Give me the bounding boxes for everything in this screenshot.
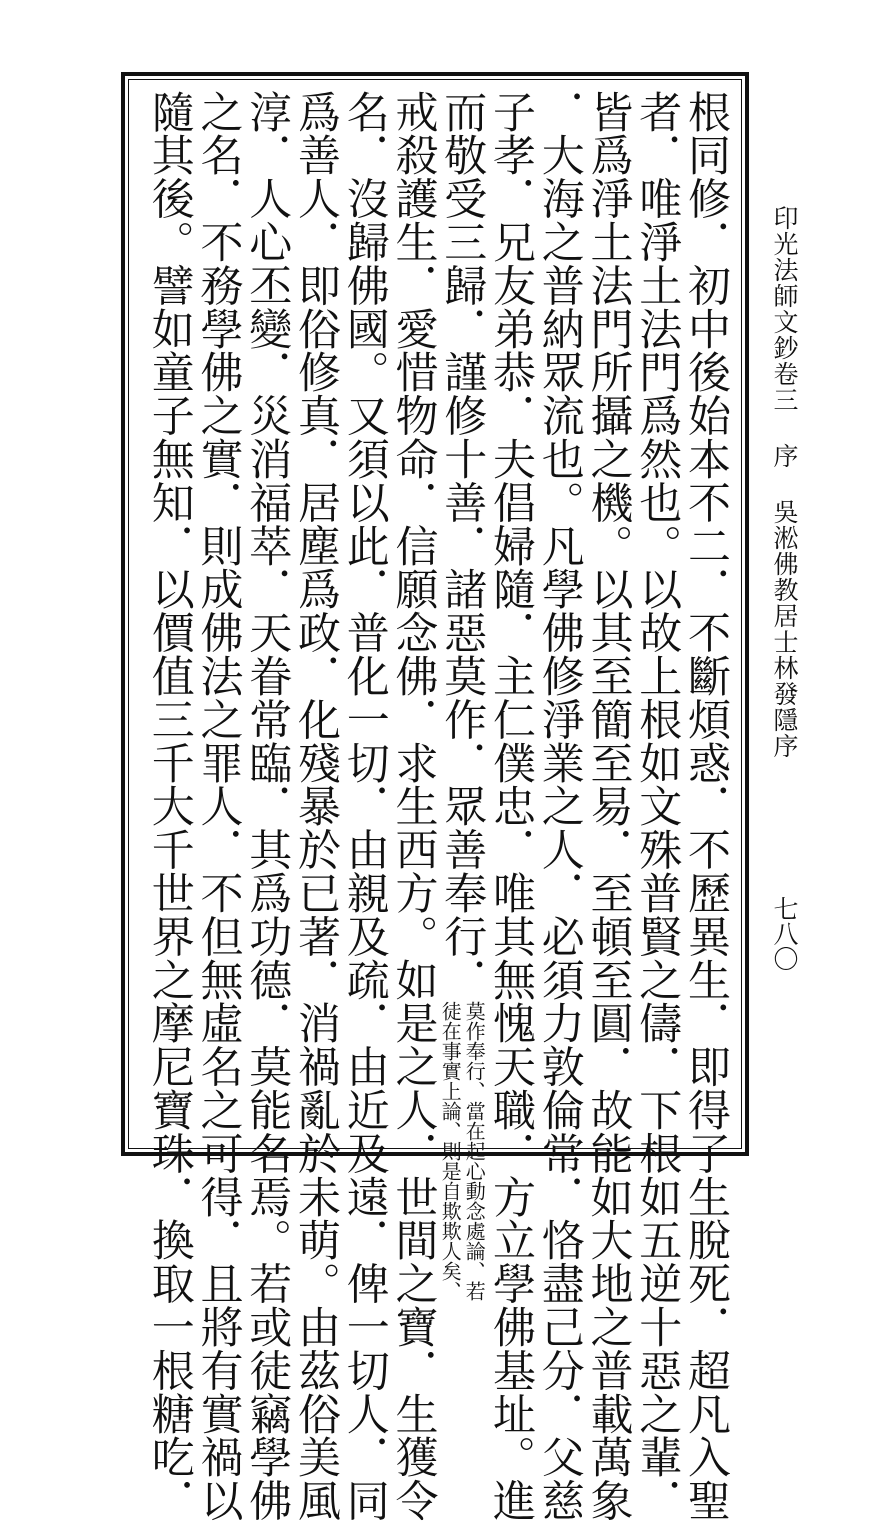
text-column-10: 淳．人心丕變．災消福萃．天眷常臨．其爲功德．莫能名焉。若或徒竊學佛 (242, 90, 293, 1522)
text-column-7: 戒殺護生．愛惜物命．信願念佛．求生西方。如是之人．世間之寶．生獲令 (388, 90, 439, 1522)
book-title: 印光法師文鈔卷三 (770, 205, 799, 413)
running-header (764, 205, 804, 965)
text-column-6 (437, 90, 488, 1302)
text-column-3: 皆爲淨土法門所攝之機。以其至簡至易．至頓至圓．故能如大地之普載萬象 (583, 90, 634, 1522)
page-number: 七八〇 (770, 896, 799, 971)
text-column-11: 之名．不務學佛之實．則成佛法之罪人．不但無虛名之可得．且將有實禍以 (193, 90, 244, 1522)
text-column-8: 名．沒歸佛國。又須以此．普化一切．由親及疏．由近及遠．俾一切人．同 (339, 90, 390, 1522)
annotation-line-2: 徒在事實上論、則是自欺欺人矣、 (438, 1001, 463, 1302)
text-column-5: 子孝．兄友弟恭．夫倡婦隨．主仁僕忠．唯其無愧天職．方立學佛基址。進 (486, 90, 536, 1522)
annotation-note (438, 1001, 486, 1301)
text-column-6-main: 而敬受三歸．謹修十善．諸惡莫作．眾善奉行． (437, 90, 488, 1002)
text-column-9: 爲善人．即俗修真．居塵爲政．化殘暴於已著．消禍亂於未萌。由茲俗美風 (291, 90, 341, 1522)
text-column-12: 隨其後。譬如童子無知．以價值三千大千世界之摩尼寶珠．換取一根糖吃． (144, 90, 195, 1522)
section-label: 序 (770, 443, 799, 469)
text-column-2: 者．唯淨土法門爲然也。以故上根如文殊普賢之儔．下根如五逆十惡之輩． (632, 90, 683, 1522)
text-column-4: ．大海之普納眾流也。凡學佛修淨業之人．必須力敦倫常．恪盡己分．父慈 (534, 90, 585, 1522)
text-column-1: 根同修．初中後始本不二．不斷煩惑．不歷異生．即得了生脫死．超凡入聖 (681, 90, 731, 1522)
annotation-line-1: 莫作奉行、當在起心動念處論、若 (462, 1001, 487, 1302)
article-title: 吳淞佛教居士林發隱序 (770, 499, 799, 759)
main-text (144, 90, 731, 1522)
